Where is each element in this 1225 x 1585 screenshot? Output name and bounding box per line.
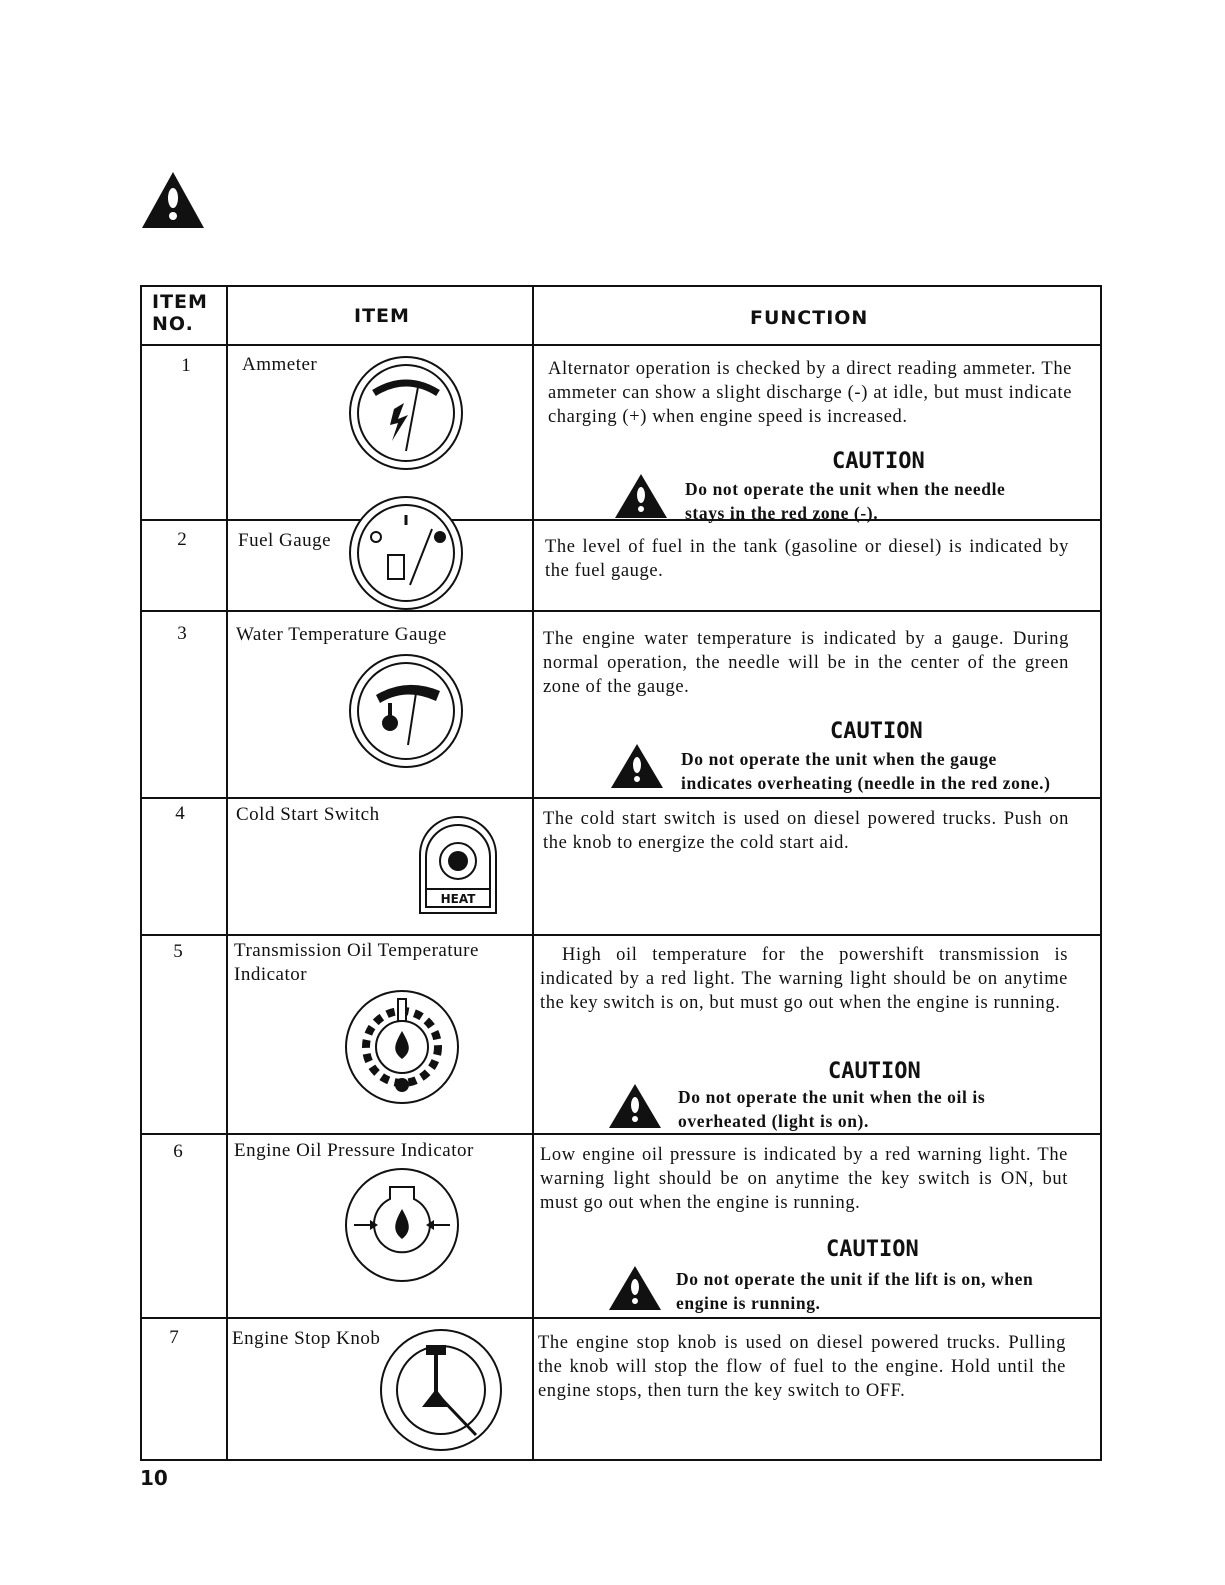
cold-start-switch-icon[interactable]	[418, 815, 498, 915]
page-number: 10	[140, 1466, 168, 1490]
item-function: High oil temperature for the powershift transmission is indicated by a red light. The warning light should be on anytime the key switch is on, but must go out when the engine is running.	[540, 945, 1068, 1013]
engine-oil-pressure-icon	[342, 1165, 462, 1285]
item-name: Water Temperature Gauge	[236, 624, 447, 645]
item-number: 2	[177, 529, 187, 550]
header-item: ITEM	[354, 305, 410, 327]
caution-text	[678, 1085, 1068, 1133]
row-divider	[142, 1133, 1100, 1135]
item-function: The engine stop knob is used on diesel powered trucks. Pulling the knob will stop the flow of fuel to the engine. Hold until the engine stops, then turn the key switch to OFF.	[538, 1333, 1066, 1401]
item-number: 6	[173, 1141, 183, 1162]
header-divider	[142, 344, 1100, 346]
transmission-oil-temperature-icon	[342, 987, 462, 1107]
item-number: 7	[169, 1327, 179, 1348]
fuel-gauge-icon	[346, 493, 466, 613]
item-name: Cold Start Switch	[236, 804, 380, 825]
caution-triangle-icon	[608, 1265, 662, 1311]
item-name: Ammeter	[242, 354, 318, 375]
item-number: 1	[181, 355, 191, 376]
caution-text	[685, 477, 1075, 525]
caution-line: Do not operate the unit if the lift is on, when	[676, 1269, 1034, 1289]
item-function: Low engine oil pressure is indicated by a red warning light. The warning light should be on anytime the key switch is ON, but must go out when the engine is running.	[540, 1145, 1068, 1213]
caution-line: Do not operate the unit when the oil is	[678, 1087, 986, 1107]
row-divider	[142, 610, 1100, 612]
item-number: 5	[173, 941, 183, 962]
caution-line: stays in the red zone (-).	[685, 503, 879, 523]
item-function: The engine water temperature is indicated by a gauge. During normal operation, the needle will be in the center of the green zone of the gauge.	[543, 629, 1069, 697]
item-number: 3	[177, 623, 187, 644]
row-divider	[142, 797, 1100, 799]
item-name: Transmission Oil Temperature Indicator	[234, 940, 479, 985]
engine-stop-knob-icon[interactable]	[378, 1327, 504, 1453]
caution-line: engine is running.	[676, 1293, 821, 1313]
item-function: The cold start switch is used on diesel powered trucks. Push on the knob to energize the cold start aid.	[543, 809, 1069, 853]
caution-line: indicates overheating (needle in the red zone.)	[681, 773, 1051, 793]
header-item-no-line1: ITEM	[152, 291, 208, 313]
caution-text	[681, 747, 1071, 795]
column-divider	[532, 287, 534, 1459]
caution-title: CAUTION	[828, 1059, 921, 1084]
row-divider	[142, 1317, 1100, 1319]
item-name: Engine Oil Pressure Indicator	[234, 1140, 474, 1161]
item-name: Engine Stop Knob	[232, 1328, 381, 1349]
warning-triangle-icon	[140, 170, 206, 230]
column-divider	[226, 287, 228, 1459]
item-name: Fuel Gauge	[238, 530, 332, 551]
water-temperature-gauge-icon	[346, 651, 466, 771]
caution-line: Do not operate the unit when the gauge	[681, 749, 997, 769]
caution-title: CAUTION	[832, 449, 925, 474]
caution-triangle-icon	[614, 473, 668, 519]
caution-text	[676, 1267, 1076, 1315]
controls-table	[140, 285, 1102, 1461]
item-function: Alternator operation is checked by a direct reading ammeter. The ammeter can show a slight discharge (-) at idle, but must indicate charging (+) when engine speed is increased.	[548, 359, 1072, 427]
header-item-no	[152, 291, 208, 335]
caution-title: CAUTION	[830, 719, 923, 744]
caution-line: Do not operate the unit when the needle	[685, 479, 1006, 499]
caution-triangle-icon	[608, 1083, 662, 1129]
caution-title: CAUTION	[826, 1237, 919, 1262]
switch-label: HEAT	[440, 892, 476, 906]
header-item-no-line2: NO.	[152, 313, 194, 335]
row-divider	[142, 934, 1100, 936]
caution-triangle-icon	[610, 743, 664, 789]
caution-line: overheated (light is on).	[678, 1111, 869, 1131]
item-function: The level of fuel in the tank (gasoline or diesel) is indicated by the fuel gauge.	[545, 537, 1069, 581]
item-number: 4	[175, 803, 185, 824]
ammeter-gauge-icon	[346, 353, 466, 473]
header-function: FUNCTION	[750, 307, 869, 329]
